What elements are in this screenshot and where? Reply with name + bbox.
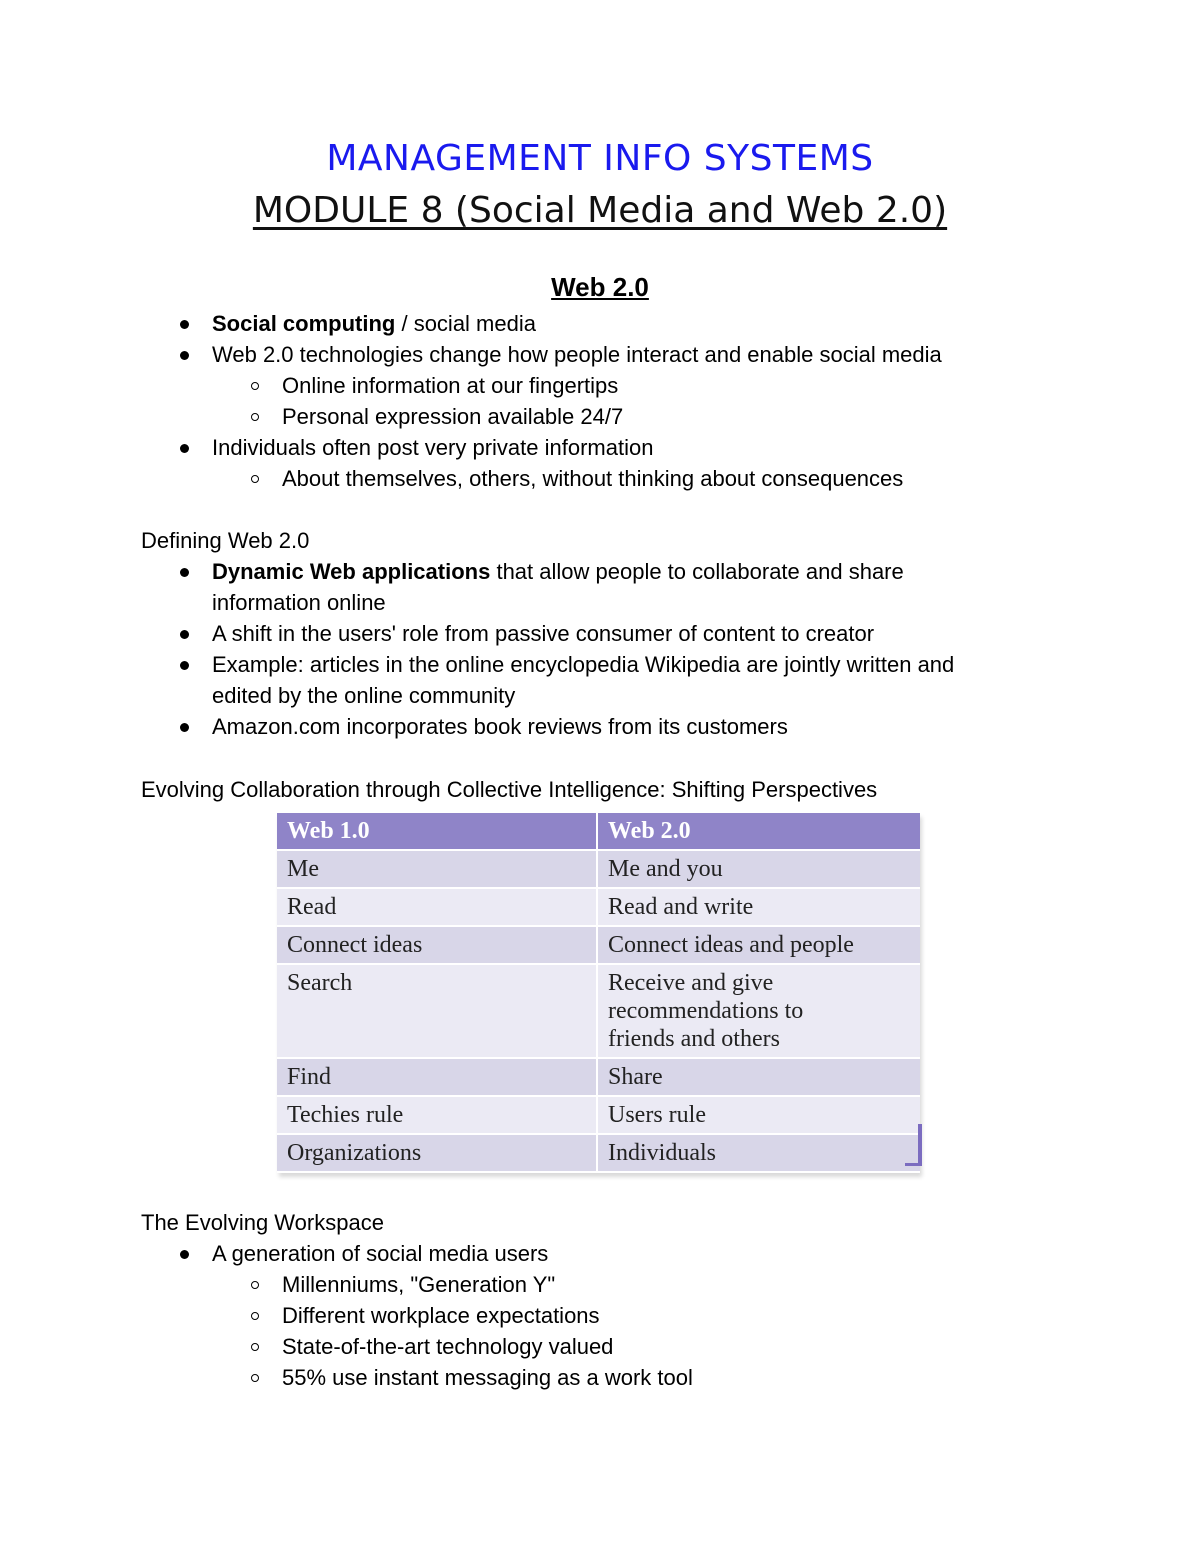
comparison-table xyxy=(277,813,920,1173)
bullet-dot xyxy=(180,351,189,360)
table-cell: Individuals xyxy=(598,1135,920,1171)
table-cell: Organizations xyxy=(277,1135,598,1171)
table-cell: Read and write xyxy=(598,889,920,925)
sub-list-item: Different workplace expectations xyxy=(282,1303,600,1328)
table-row xyxy=(277,965,920,1059)
table-cell: Find xyxy=(277,1059,598,1095)
list-item: A generation of social media users xyxy=(212,1241,549,1266)
bullet-dot xyxy=(180,661,189,670)
list-item: Individuals often post very private information xyxy=(212,435,654,460)
table-corner-accent xyxy=(905,1163,922,1166)
list-item xyxy=(212,556,904,587)
list-item-continuation: information online xyxy=(212,590,386,615)
sub-bullet-circle xyxy=(251,1281,259,1289)
sub-bullet-circle xyxy=(251,1312,259,1320)
document-title: MANAGEMENT INFO SYSTEMS xyxy=(326,138,874,179)
list-item: A shift in the users' role from passive consumer of content to creator xyxy=(212,621,875,646)
table-cell: Receive and give recommendations to friends and others xyxy=(598,965,920,1057)
item-text: that allow people to collaborate and share xyxy=(490,559,904,584)
section-heading: The Evolving Workspace xyxy=(141,1210,384,1235)
table-cell: Connect ideas and people xyxy=(598,927,920,963)
sub-bullet-circle xyxy=(251,382,259,390)
sub-list-item: About themselves, others, without thinking about consequences xyxy=(282,466,904,491)
list-item xyxy=(212,308,536,339)
sub-list-item: State-of-the-art technology valued xyxy=(282,1334,614,1359)
table-header-cell: Web 2.0 xyxy=(598,813,920,849)
bullet-dot xyxy=(180,723,189,732)
sub-list-item: Personal expression available 24/7 xyxy=(282,404,624,429)
table-row xyxy=(277,1135,920,1173)
table-row xyxy=(277,927,920,965)
bullet-dot xyxy=(180,630,189,639)
item-text: / social media xyxy=(395,311,536,336)
bullet-dot xyxy=(180,1250,189,1259)
bullet-dot xyxy=(180,320,189,329)
table-cell: Connect ideas xyxy=(277,927,598,963)
table-row xyxy=(277,889,920,927)
table-row xyxy=(277,1097,920,1135)
table-header-cell: Web 1.0 xyxy=(277,813,598,849)
sub-list-item: 55% use instant messaging as a work tool xyxy=(282,1365,693,1390)
table-cell: Read xyxy=(277,889,598,925)
section-heading: Defining Web 2.0 xyxy=(141,528,310,553)
sub-list-item: Online information at our fingertips xyxy=(282,373,619,398)
table-corner-accent xyxy=(918,1124,922,1166)
web20-heading: Web 2.0 xyxy=(551,272,649,302)
list-item: Amazon.com incorporates book reviews from its customers xyxy=(212,714,788,739)
table-cell: Me and you xyxy=(598,851,920,887)
table-row xyxy=(277,1059,920,1097)
list-item: Web 2.0 technologies change how people interact and enable social media xyxy=(212,342,942,367)
bold-term: Dynamic Web applications xyxy=(212,559,491,584)
sub-bullet-circle xyxy=(251,1343,259,1351)
list-item: Example: articles in the online encyclopedia Wikipedia are jointly written and xyxy=(212,652,955,677)
bullet-dot xyxy=(180,568,189,577)
sub-list-item: Millenniums, "Generation Y" xyxy=(282,1272,556,1297)
table-cell: Users rule xyxy=(598,1097,920,1133)
bullet-dot xyxy=(180,444,189,453)
list-item-continuation: edited by the online community xyxy=(212,683,516,708)
table-cell: Techies rule xyxy=(277,1097,598,1133)
section-heading: Evolving Collaboration through Collective Intelligence: Shifting Perspectives xyxy=(141,777,878,802)
table-cell: Search xyxy=(277,965,598,1057)
sub-bullet-circle xyxy=(251,413,259,421)
sub-bullet-circle xyxy=(251,475,259,483)
table-cell: Share xyxy=(598,1059,920,1095)
table-header-row xyxy=(277,813,920,851)
bold-term: Social computing xyxy=(212,311,396,336)
sub-bullet-circle xyxy=(251,1374,259,1382)
table-cell: Me xyxy=(277,851,598,887)
table-row xyxy=(277,851,920,889)
module-subtitle: MODULE 8 (Social Media and Web 2.0) xyxy=(252,190,948,231)
